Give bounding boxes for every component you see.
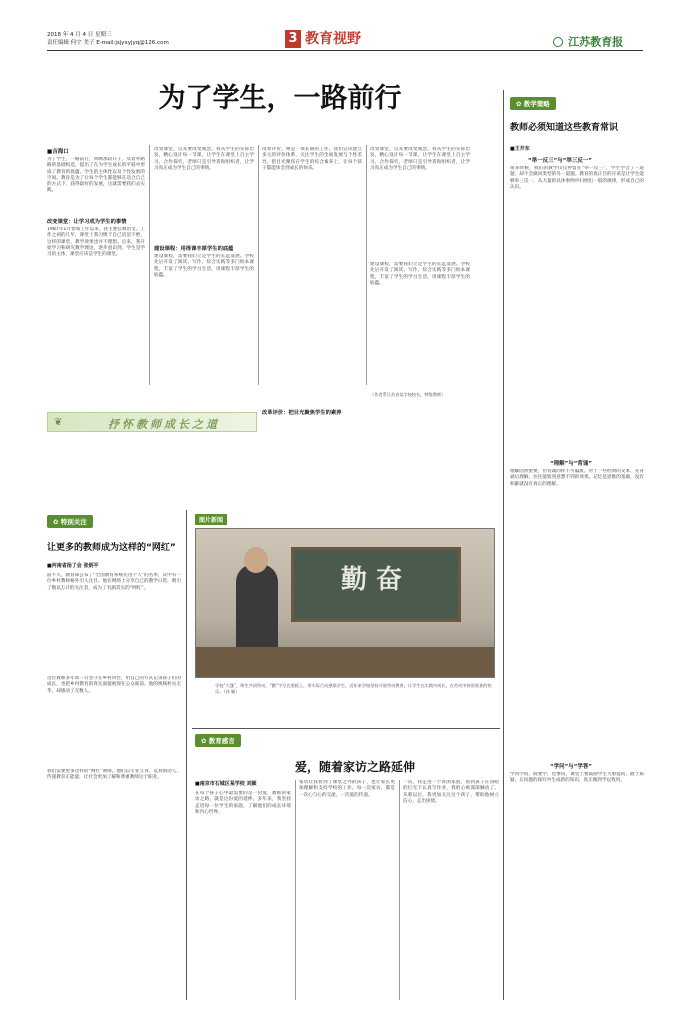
author-note: （作者系江苏省某学校校长，特级教师） <box>370 392 446 397</box>
main-para-6: 改变课堂，首先要改变观念。我从学生的实际出发，精心设计每一节课，让学生在课堂上自主学习、合作探究，老师只是引导者和组织者，让学习真正成为学生自己的事情。 <box>370 147 470 171</box>
editor-info: 责任编辑 何宇 美子 E-mail:jsjyxyjyq@126.com <box>47 40 169 46</box>
main-subhead-1: 改变课堂：让学习成为学生的事情 <box>47 219 127 225</box>
bottom-para-1: 在每个孩子心中最需要的是一份爱，教师的家访之路，就是这份爱的延伸。多年来，我坚持走进每一位学生的家庭，了解他们的成长环境和内心世界。 <box>195 791 291 815</box>
newspaper-logo <box>553 31 643 47</box>
desk <box>196 647 495 678</box>
right-para-2: 理解固然重要，但背诵同样不可偏废。对于一些经典的文本，先背诵后理解，往往能收到意想不到的效果。记忆是思维的基础，没有积累就没有真正的理解。 <box>510 469 644 487</box>
bottom-para-3: 一次，我走进一个贫困家庭，看到孩子在昏暗的灯光下认真写作业，我的心被深深触动了。从那以后，我更加关注这个孩子，帮助他树立信心，走出困境。 <box>403 780 499 804</box>
main-para-5: 改革评价，则是一项长期的工作。我们尝试建立多元的评价体系，关注学生的全面发展与个性差异，把目光聚焦在学生的综合素养上，让每个孩子都能体会到成长的快乐。 <box>262 147 362 171</box>
section-title: 教育视野 <box>305 31 361 47</box>
col-divider <box>258 145 259 385</box>
logo-text: 江苏教育报 <box>568 35 624 49</box>
special-byline: ■河南省扬了会 张炳平 <box>47 563 99 569</box>
main-para-2: 1987年1月参加工作以来，我主要任教语文。工作之初的几年，课堂上我习惯于自己滔滔不绝，这样的课堂，教学效果也并不理想。后来，我开始学习和研究教学理论，逐步意识到，学生是学习的主体，课堂应该是学生的课堂。 <box>47 227 145 258</box>
bottom-byline: ■南京市石城区某学校 刘颖 <box>195 781 257 787</box>
main-subhead-3: 改革评价：把目光聚焦学生的素养 <box>262 410 342 416</box>
banner-leaf-icon: ❦ <box>54 417 63 428</box>
right-subhead-1: “举一反三”与“举三反一” <box>528 158 592 164</box>
photo-label-text: 图片新闻 <box>199 517 224 524</box>
special-para-3: 我们需要更多这样的“网红”教师。他们以专业立身，以真情动人，传递教育正能量，让社会更加了解和尊重教师这个职业。 <box>47 769 181 781</box>
logo-emblem-icon <box>553 37 563 47</box>
right-subhead-3: “学问”与“学答” <box>550 764 592 770</box>
main-para-3: 改变课堂，首先要改变观念。我从学生的实际出发，精心设计每一节课，让学生在课堂上自主学习、合作探究，老师只是引导者和组织者，让学习真正成为学生自己的事情。 <box>154 147 254 171</box>
main-byline: ■吉海口 <box>47 149 69 155</box>
col-divider <box>149 145 150 385</box>
right-col-byline: ■王开东 <box>510 146 530 152</box>
page-number: 3 <box>288 31 298 46</box>
special-para-2: 这位教师多年如一日坚守在乡村讲台，用自己的方式记录孩子们的成长，也把乡村教育的真实面貌展现在公众面前。他的视频朴实无华，却感动了无数人。 <box>47 676 181 694</box>
special-badge-text: 特别关注 <box>60 518 87 526</box>
special-divider <box>186 510 187 1000</box>
header-rule <box>47 50 643 51</box>
leaf-icon: ✿ <box>53 518 59 526</box>
right-col-badge <box>510 97 556 110</box>
right-para-1: 很多时候，我们的教学仅仅停留在“举一反三”，学生学会了一道题，却不会做同类型的另一道题。教育的真正目的应该是让学生能够举三反一，从大量的具体事例中归纳出一般的规律，形成自己的认识。 <box>510 166 644 190</box>
right-subhead-2: “理解”与“背诵” <box>550 461 592 467</box>
bottom-divider <box>295 780 296 1000</box>
main-para-7: 建设课程，需要我们立足学生的长远发展。学校先后开发了阅读、写作、综合实践等多门校本课程，丰富了学生的学习生活，用课程丰厚学生的底蕴。 <box>370 262 470 286</box>
teacher-head <box>244 547 268 573</box>
bottom-divider <box>399 780 400 1000</box>
bottom-badge <box>195 734 241 747</box>
main-subhead-2: 建设课程：用得课丰厚学生的底蕴 <box>154 246 234 252</box>
news-photo <box>195 528 495 678</box>
right-col-title: 教师必须知道这些教育常识 <box>510 123 619 133</box>
banner-text: 抒怀教师成长之道 <box>108 418 220 431</box>
main-para-4: 建设课程，需要我们立足学生的长远发展。学校先后开发了阅读、写作、综合实践等多门校本课程，丰富了学生的学习生活，用课程丰厚学生的底蕴。 <box>154 254 254 278</box>
issue-date: 2018 年 4 月 4 日 星期三 <box>47 32 112 38</box>
main-para-1: 为了学生，一路前行，回顾那段日子，从着外路路的基础构造，提出了在为学生成长的平稳中形成了教育的底蕴，学生的主体性以及个性发展的空间。教育是为了让每个学生都能够在适合自己的方式下，获得最好的发展，这就需要我们去实践。 <box>47 157 145 194</box>
photo-caption: 学校“大篷”，师生共同劳动，“勤”字写在黑板上，用实际行动感染学生。近年来学校坚持开展劳动教育，让学生在实践中成长，在劳动中体验收获的快乐。（孙 颖） <box>215 683 492 694</box>
main-headline: 为了学生，一路前行 <box>158 83 402 114</box>
chalkboard-text: 勤 奋 <box>341 565 403 595</box>
column-banner <box>47 412 257 432</box>
special-title: 让更多的教师成为这样的“网红” <box>47 543 176 553</box>
special-para-1: 前不久，教育部公布了“全国教育系统先进个人”的名单，其中有一位乡村教师格外引人注目。他在网络上分享自己的教学日常，吸引了数以万计的关注者，成为了名副其实的“网红”。 <box>47 573 181 591</box>
leaf-icon: ✿ <box>201 737 207 745</box>
col-divider <box>366 145 367 385</box>
right-col-divider <box>503 90 504 1000</box>
bottom-para-2: 家访让我看到了课堂之外的孩子，也让家长更加理解和支持学校的工作。每一次家访，都是一次心与心的交流，一次爱的传递。 <box>299 780 395 798</box>
bottom-title: 爱，随着家访之路延伸 <box>294 760 415 774</box>
photo-bottom-rule <box>192 728 500 729</box>
right-para-3: 学问学问，既要学，也要问。课堂上要鼓励学生大胆提问，敢于质疑，在问题的探究中生成新的知识，真正做到学以致用。 <box>510 772 644 784</box>
special-badge <box>47 515 93 528</box>
page-number-badge <box>285 30 301 48</box>
leaf-icon: ✿ <box>516 100 522 108</box>
bottom-badge-text: 教育感言 <box>208 737 235 745</box>
photo-label <box>195 514 227 525</box>
right-col-badge-text: 教学策略 <box>523 100 550 108</box>
